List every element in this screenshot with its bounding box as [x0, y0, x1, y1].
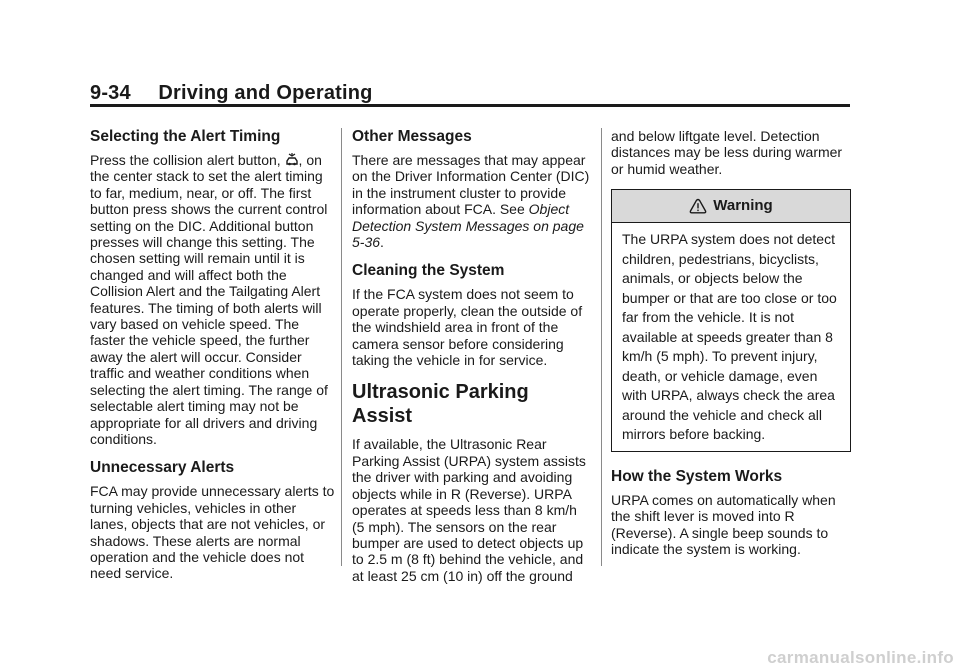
text-segment: ,: [298, 152, 303, 168]
text-segment: on the center stack to set the alert timing to far, medium, near, or off. The first button press shows the current control setting on the DIC. Additional button presses will change this setting. The chosen setting will remain until it is changed and will affect both the Collision Alert and the Tailgating Alert features. The timing of both alerts will vary based on vehicle speed. The faster the vehicle speed, the further away the alert will occur. Consider traffic and weather conditions when selecting the alert timing. The range of selectable alert timing may not be appropriate for all drivers and driving conditions.: [90, 152, 328, 447]
text-segment: Press the collision alert button,: [90, 152, 281, 168]
column-2: [352, 128, 592, 596]
warning-triangle-icon: [689, 198, 707, 214]
heading-alert-timing: Selecting the Alert Timing: [90, 128, 281, 145]
cross-reference-link[interactable]: Object Detection System Messages on page 5-36: [352, 201, 584, 251]
page-number: 9-34: [90, 82, 131, 104]
watermark: carmanualsonline.info: [767, 648, 954, 667]
text-segment: There are messages that may appear on the Driver Information Center (DIC) in the instrument cluster to provide information about FCA. See: [352, 152, 590, 218]
paragraph-unnecessary-alerts: FCA may provide unnecessary alerts to turning vehicles, vehicles in other lanes, objects that are not vehicles, or shadows. These alerts are normal operation and the vehicle does not need service.: [90, 483, 335, 582]
paragraph-how-system-works: URPA comes on automatically when the shift lever is moved into R (Reverse). A single beep sounds to indicate the system is working.: [611, 491, 836, 557]
column-1: [90, 128, 335, 594]
column-divider-1: [341, 128, 342, 566]
heading-how-system-works: How the System Works: [611, 467, 783, 485]
paragraph-urpa: If available, the Ultrasonic Rear Parking Assist (URPA) system assists the driver with parking and avoiding objects while in R (Reverse). URPA operates at speeds less than 8 km/h (5 mph). The sensors on the rear bumper are used to detect objects up to 2.5 m (8 ft) behind the vehicle, and at least 25 cm (10 in) off the ground: [352, 436, 586, 584]
column-divider-2: [601, 128, 602, 566]
warning-box: [611, 189, 851, 452]
warning-title: Warning: [713, 197, 773, 215]
heading-ultrasonic-parking-assist: Ultrasonic Parking Assist: [352, 381, 529, 428]
heading-cleaning-system: Cleaning the System: [352, 262, 505, 280]
page-title: [90, 82, 850, 105]
paragraph-continued: and below liftgate level. Detection distances may be less during warmer or humid weather.: [611, 128, 843, 177]
warning-header: [612, 190, 850, 223]
heading-unnecessary-alerts: Unnecessary Alerts: [90, 459, 235, 477]
header-rule: [90, 104, 850, 107]
column-3: [611, 128, 851, 569]
text-segment: .: [380, 234, 384, 251]
section-title: Driving and Operating: [158, 82, 373, 104]
warning-text: The URPA system does not detect children, pedestrians, bicyclists, animals, or objects below the bumper or that are too close or too far from the vehicle. It is not available at speeds greater than 8 km/h (5 mph). To prevent injury, death, or vehicle damage, even with URPA, always check the area around the vehicle and check all mirrors before backing.: [622, 231, 837, 443]
paragraph-other-messages: [352, 152, 592, 250]
collision-alert-icon: [285, 153, 299, 167]
paragraph-alert-timing: [90, 152, 335, 447]
page-header: [90, 82, 850, 105]
paragraph-cleaning-system: If the FCA system does not seem to operate properly, clean the outside of the windshield area in front of the camera sensor before considering taking the vehicle in for service.: [352, 286, 583, 369]
heading-other-messages: Other Messages: [352, 128, 472, 145]
